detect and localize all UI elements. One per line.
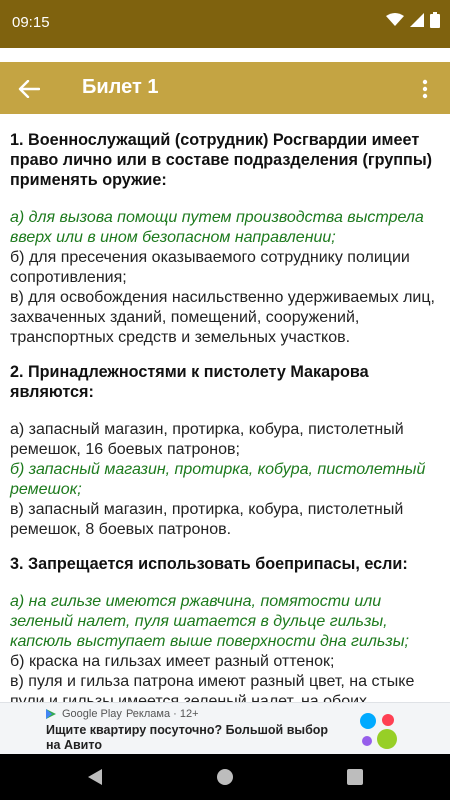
answer-option: б) запасный магазин, протирка, кобура, пистолетный ремешок; bbox=[10, 461, 426, 498]
answer-option: а) для вызова помощи путем производства выстрела вверх или в ином безопасном направлении; bbox=[10, 209, 424, 246]
question-3 bbox=[10, 554, 440, 712]
ticket-content[interactable] bbox=[0, 114, 450, 754]
ad-banner[interactable] bbox=[0, 702, 450, 754]
avito-logo-icon bbox=[356, 711, 404, 751]
question-title: 1. Военнослужащий (сотрудник) Росгвардии имеет право лично или в составе подразделения (группы) применять оружие: bbox=[10, 131, 433, 189]
page-title: Билет 1 bbox=[82, 76, 159, 98]
ad-meta bbox=[44, 708, 199, 720]
nav-home-button[interactable] bbox=[214, 766, 236, 788]
nav-back-button[interactable] bbox=[84, 766, 106, 788]
answer-option: б) для пресечения оказываемого сотруднику полиции сопротивления; bbox=[10, 249, 410, 286]
circle-home-icon bbox=[216, 768, 234, 786]
ad-text: Ищите квартиру посуточно? Большой выбор на Авито bbox=[46, 723, 329, 752]
ad-source: Google Play bbox=[62, 708, 122, 720]
wifi-icon bbox=[386, 13, 404, 32]
status-bar bbox=[0, 0, 450, 48]
status-icons bbox=[386, 12, 440, 33]
triangle-back-icon bbox=[86, 768, 104, 786]
answer-option: а) на гильзе имеются ржавчина, помятости или зеленый налет, пуля шатается в дульце гильзы, капсюль выступает выше поверхности дна гильзы; bbox=[10, 593, 409, 650]
answer-option: в) пуля и гильза патрона имеют разный цвет, на стыке bbox=[10, 673, 415, 690]
overflow-menu-button[interactable] bbox=[410, 74, 440, 104]
answer-option: в) запасный магазин, протирка, кобура, пистолетный ремешок, 8 боевых патронов. bbox=[10, 501, 404, 538]
answer-option: а) запасный магазин, протирка, кобура, пистолетный ремешок, 16 боевых патронов; bbox=[10, 421, 404, 458]
more-vert-icon bbox=[422, 79, 428, 99]
answer-option: в) для освобождения насильственно удерживаемых лиц, захваченных зданий, помещений, сооружений, транспортных средств и земельных участков. bbox=[10, 289, 435, 346]
back-button[interactable] bbox=[14, 74, 44, 104]
answer-option: б) краска на гильзах имеет разный оттенок; bbox=[10, 653, 335, 670]
status-time: 09:15 bbox=[12, 14, 50, 31]
signal-icon bbox=[410, 13, 424, 32]
app-bar bbox=[0, 62, 450, 114]
nav-recents-button[interactable] bbox=[344, 766, 366, 788]
question-title: 3. Запрещается использовать боеприпасы, если: bbox=[10, 555, 408, 573]
system-nav-bar bbox=[0, 754, 450, 800]
question-title: 2. Принадлежностями к пистолету Макарова являются: bbox=[10, 363, 369, 401]
square-recents-icon bbox=[346, 768, 364, 786]
arrow-left-icon bbox=[18, 80, 40, 98]
question-1 bbox=[10, 130, 440, 348]
battery-icon bbox=[430, 12, 440, 33]
ad-label: Реклама · 12+ bbox=[125, 708, 199, 720]
question-2 bbox=[10, 362, 440, 540]
